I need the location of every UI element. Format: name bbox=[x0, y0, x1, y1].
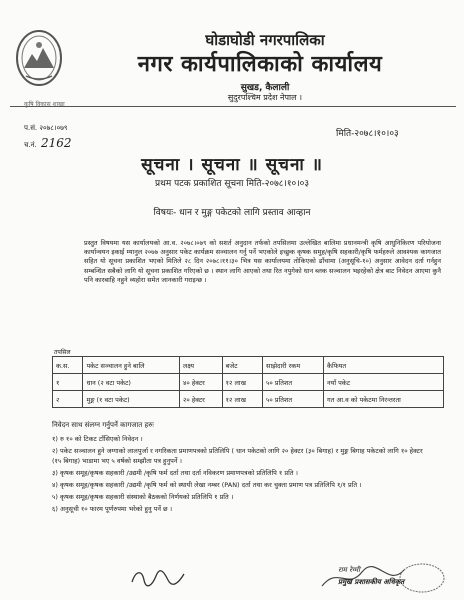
signatory-title: प्रमुख प्रशासकीय अधिकृत bbox=[338, 578, 405, 586]
table-cell: ४० हेक्टर bbox=[180, 374, 223, 391]
dispatch-number bbox=[24, 136, 72, 150]
province-name: सुदुरपश्चिम प्रदेश नेपाल । bbox=[227, 93, 303, 102]
municipality-name: घोडाघोडी नगरपालिका bbox=[205, 31, 325, 49]
table-cell: धान (२ वटा पकेट) bbox=[83, 374, 180, 391]
handwritten-signature-icon bbox=[128, 566, 188, 590]
list-item: ५) कृषक समूह/कृषक सहकारी संस्थाको बैठकको निर्णयको प्रतिलिपि १ प्रति । bbox=[52, 493, 234, 501]
table-cell: २ bbox=[53, 391, 83, 408]
list-item: १) रु १० को टिकट टाँसिएको निवेदन । bbox=[52, 435, 143, 443]
documents-heading: निवेदन साथ संलग्न गर्नुपर्ने कागजात हरुः bbox=[52, 421, 154, 429]
municipality-emblem-icon bbox=[14, 28, 64, 88]
notice-date: मिति-२०७८।१०।०३ bbox=[336, 129, 399, 139]
table-header-cell: कैफियत bbox=[323, 357, 443, 374]
table-cell: १२ लाख bbox=[222, 374, 262, 391]
signatory-name: राम रेग्मी bbox=[338, 566, 360, 574]
table-cell: १ bbox=[53, 374, 83, 391]
table-cell: १२ लाख bbox=[222, 391, 262, 408]
table-row bbox=[53, 374, 444, 391]
section-name: कृषि विकास शाखा bbox=[24, 101, 65, 108]
dispatch-handwritten-number: 2162 bbox=[41, 136, 72, 150]
table-header-cell: साझेदारी रकम bbox=[263, 357, 324, 374]
table-cell: नयाँ पकेट bbox=[323, 374, 443, 391]
publication-note: प्रथम पटक प्रकाशित सूचना मिति-२०७८।१०।०३ bbox=[154, 179, 309, 189]
office-location: सुखड, कैलाली bbox=[240, 83, 290, 93]
table-cell: मुङ्ग (१ वटा पकेट) bbox=[83, 391, 180, 408]
header-divider bbox=[10, 106, 456, 107]
reference-number: प.सं. २०७८।०७९ bbox=[24, 124, 68, 132]
table-cell: गत आ.व को पकेटमा निरन्तरता bbox=[323, 391, 443, 408]
table-cell: ५० प्रतिशत bbox=[263, 374, 324, 391]
table-header-row bbox=[53, 357, 444, 374]
office-name: नगर कार्यपालिकाको कार्यालय bbox=[137, 52, 383, 77]
table-header-cell: बजेट bbox=[222, 357, 262, 374]
pocket-table bbox=[52, 356, 444, 408]
body-text: प्रस्तुत विषयमा यस कार्यालयको आ.व. २०७८।०७९ को सशर्त अनुदान तर्फको तपसिलमा उल्लेखित बालिमा प्रधानमन्त्री कृषि आधुनिकिरण परियोजना कार्यान्वयन इकाई म्यानुल २०७७ अनुसार पकेट कार्यक्रम सञ्चालन गर्नु पर्ने भएकोले इच्छुक कृषक समुह/कृषि सहकारी/कृषि फर्महरुले आवश्यक कागजात सहित यो सूचना प्रकाशित भएको मितिले २८ दिन २०७८।११।३० भित्र यस कार्यालयमा तोकिएको ढाँचामा (अनुसूचि-१०) अनुसार आवेदन दर्ता गर्नहुन सम्बन्धित सबैको लागि यो सूचना प्रकाशित गरिएको छ । स्थान लागि आएको तथा रित नपुगेको धान ब्लक सञ्चालन भइरहेको क्षेत्र बाट निवेदन आएमा कुनै पनि कारबाहि नहुने व्यहोरा समेत जानकारी गराइन्छ । bbox=[84, 239, 441, 284]
table-caption: तपसिल bbox=[54, 349, 71, 356]
dispatch-label: च.नं. bbox=[24, 141, 37, 149]
list-item: ६) अनुसूची १० फारम पूर्णरुपमा भरेको हुनु पर्ने छ । bbox=[52, 505, 173, 513]
subject-line: विषयः- धान र मुङ्ग पकेटको लागि प्रस्ताव आव्हान bbox=[153, 208, 311, 218]
table-row bbox=[53, 391, 444, 408]
table-header-cell: लक्ष्य bbox=[180, 357, 223, 374]
notice-heading: सूचना । सूचना ॥ सूचना ॥ bbox=[141, 155, 323, 175]
list-item: ३) कृषक समूह/कृषक सहकारी /उद्यमी /कृषि फर्म दर्ता तथा दर्ता नविकरण प्रमाणपत्रको प्रतिलिपि १ प्रति । bbox=[52, 469, 298, 477]
list-item: २) पकेट सञ्चालन हुने जग्गाको लालपुर्जा र नगरिकता प्रमाणपत्रको प्रतिलिपि ( धान पकेटको लागि २० हेक्टर (३० बिगाह) र मुङ्ग बिगाह पकेटको लागि १० हेक्टर (१५ बिगाह) भाडामा भए ५ वर्षको सम्झौता पत्र हुनुपर्ने । bbox=[52, 447, 423, 465]
table-header-cell: पकेट सञ्चालन हुने बालि bbox=[83, 357, 180, 374]
table-cell: २० हेक्टर bbox=[180, 391, 223, 408]
list-item: ४) कृषक समूह/कृषक सहकारी /उद्यमी /कृषि फर्म को स्थायी लेखा नम्बर (PAN) दर्ता तथा कर चुक्ता प्रमाण पत्र प्रतिलिपि १/१ प्रति । bbox=[52, 481, 362, 489]
documents-list bbox=[52, 434, 432, 516]
body-paragraph bbox=[56, 239, 441, 285]
table-cell: ५० प्रतिशत bbox=[263, 391, 324, 408]
table-header-cell: क.स. bbox=[53, 357, 83, 374]
